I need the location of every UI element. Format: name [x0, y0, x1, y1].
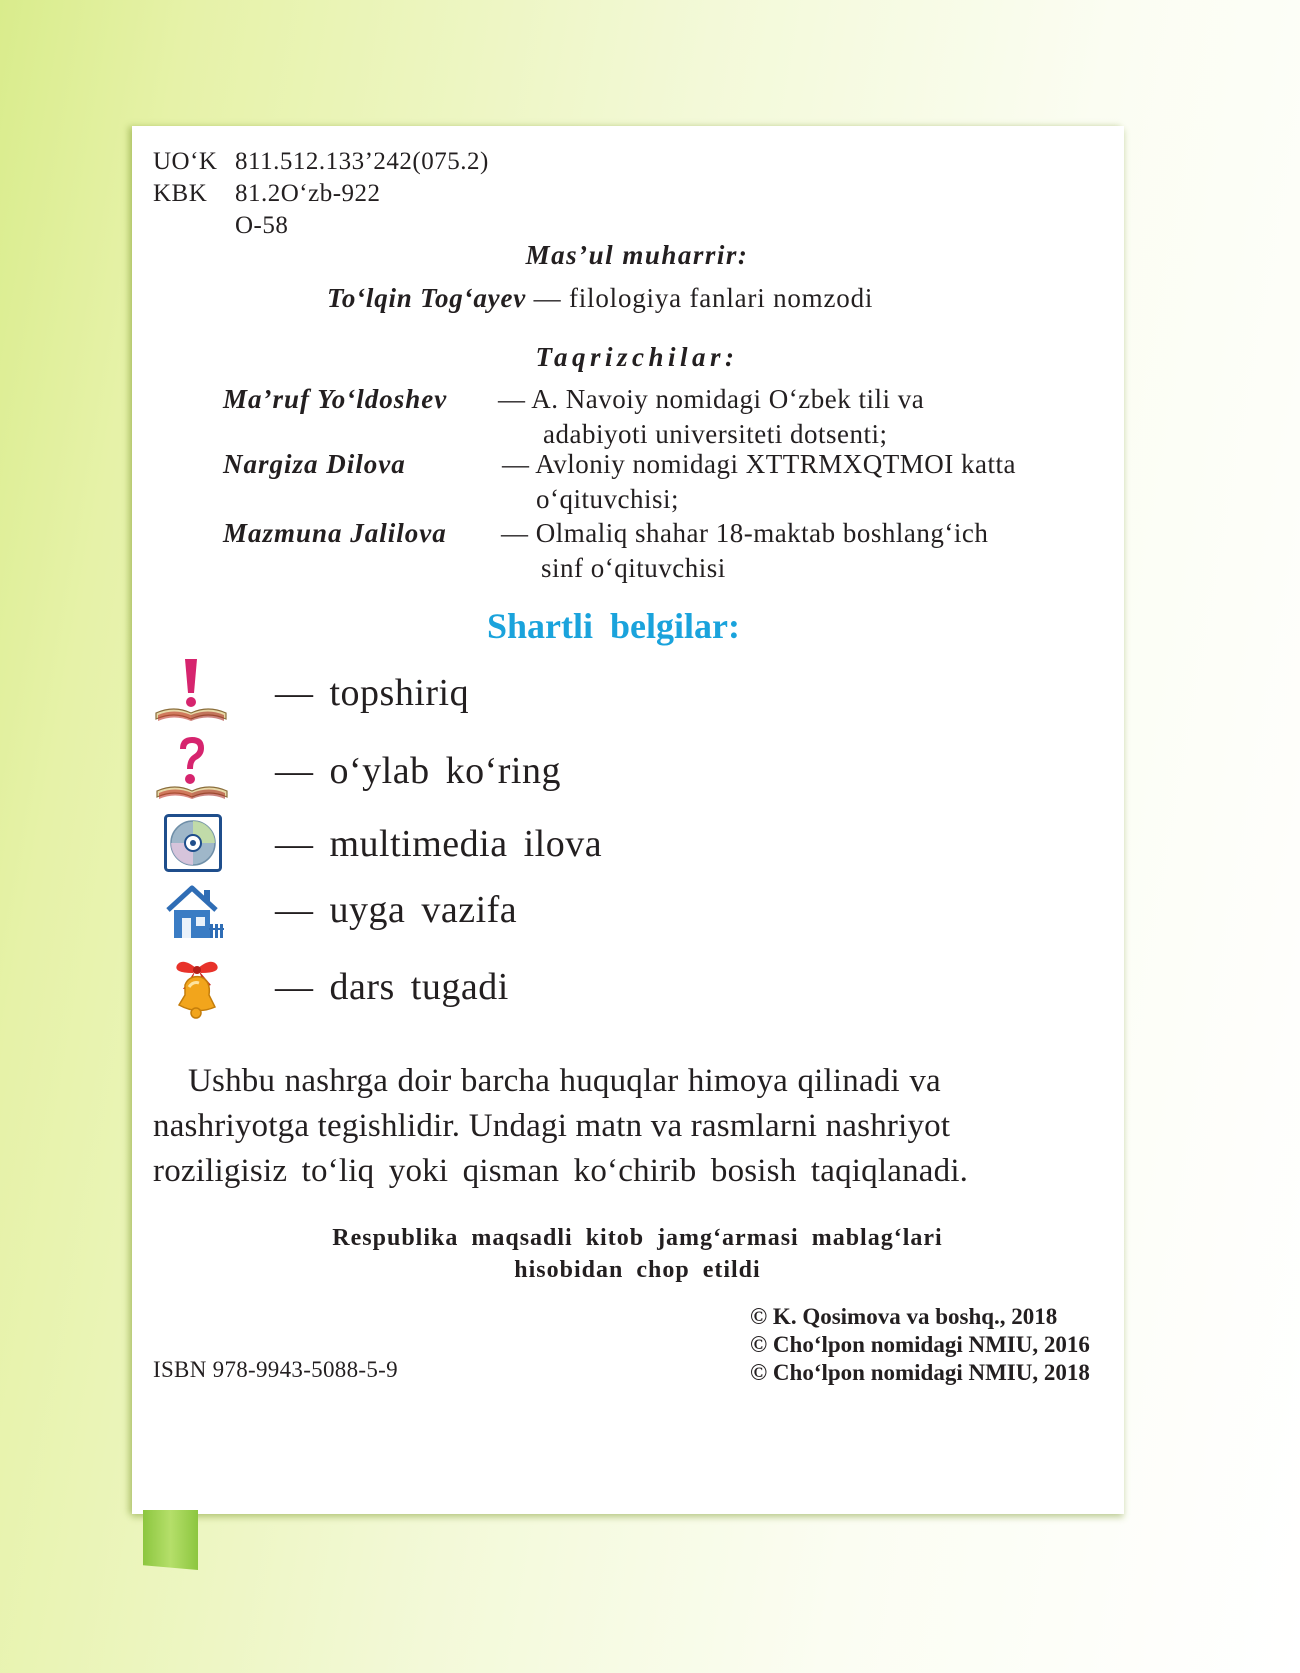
reviewer-description: — Olmaliq shahar 18-maktab boshlang‘ich sinf o‘qituvchisi	[501, 518, 989, 583]
legend-item-label: — multimedia ilova	[275, 823, 603, 865]
reviewer-name: Ma’ruf Yo‘ldoshev	[223, 384, 448, 414]
legend-title: Shartli belgilar:	[487, 606, 740, 646]
legend-item-label: — dars tugadi	[275, 966, 509, 1008]
funding-note: Respublika maqsadli kitob jamg‘armasi mablag‘lari hisobidan chop etildi	[332, 1225, 943, 1283]
reviewer-description: — Avloniy nomidagi XTTRMXQTMOI katta o‘qituvchisi;	[502, 449, 1016, 514]
reviewers-heading: Taqrizchilar:	[535, 342, 739, 372]
udk-value: 811.512.133’242(075.2)	[235, 148, 489, 175]
cd-disc-icon	[164, 814, 222, 872]
kbk-value: 81.2O‘zb-922	[235, 180, 381, 207]
question-book-icon	[153, 733, 231, 803]
legend-item-label: — uyga vazifa	[275, 889, 518, 931]
bell-icon	[163, 955, 231, 1023]
classification-block	[153, 146, 489, 242]
reviewer-description: — A. Navoiy nomidagi O‘zbek tili va adabiyoti universiteti dotsenti;	[498, 384, 925, 449]
editor-heading: Mas’ul muharrir:	[525, 240, 749, 270]
bookmark-ribbon	[143, 1510, 198, 1570]
house-icon	[164, 884, 226, 942]
editor-line	[327, 283, 873, 314]
udk-label: UO‘K	[153, 148, 218, 175]
kbk-label: KBK	[153, 180, 208, 207]
copyright-block: © K. Qosimova va boshq., 2018 © Cho‘lpon nomidagi NMIU, 2016 © Cho‘lpon nomidagi NMIU, 2018	[750, 1304, 1090, 1385]
legend-item-label: — o‘ylab ko‘ring	[275, 750, 561, 792]
exclamation-book-icon	[152, 655, 230, 725]
reviewer-name: Mazmuna Jalilova	[223, 518, 447, 548]
reviewer-name: Nargiza Dilova	[223, 449, 406, 479]
isbn: ISBN 978-9943-5088-5-9	[153, 1357, 398, 1382]
rights-notice: Ushbu nashrga doir barcha huquqlar himoya qilinadi va nashriyotga tegishlidir. Undagi matn va rasmlarni nashriyot roziligisiz to‘liq yoki qisman ko‘chirib bosish taqiqlanadi.	[153, 1063, 969, 1189]
legend-item-label: — topshiriq	[275, 672, 470, 714]
catalog-code: O-58	[235, 212, 289, 239]
editor-description: — filologiya fanlari nomzodi	[533, 283, 874, 313]
editor-name: To‘lqin Tog‘ayev	[327, 283, 527, 313]
